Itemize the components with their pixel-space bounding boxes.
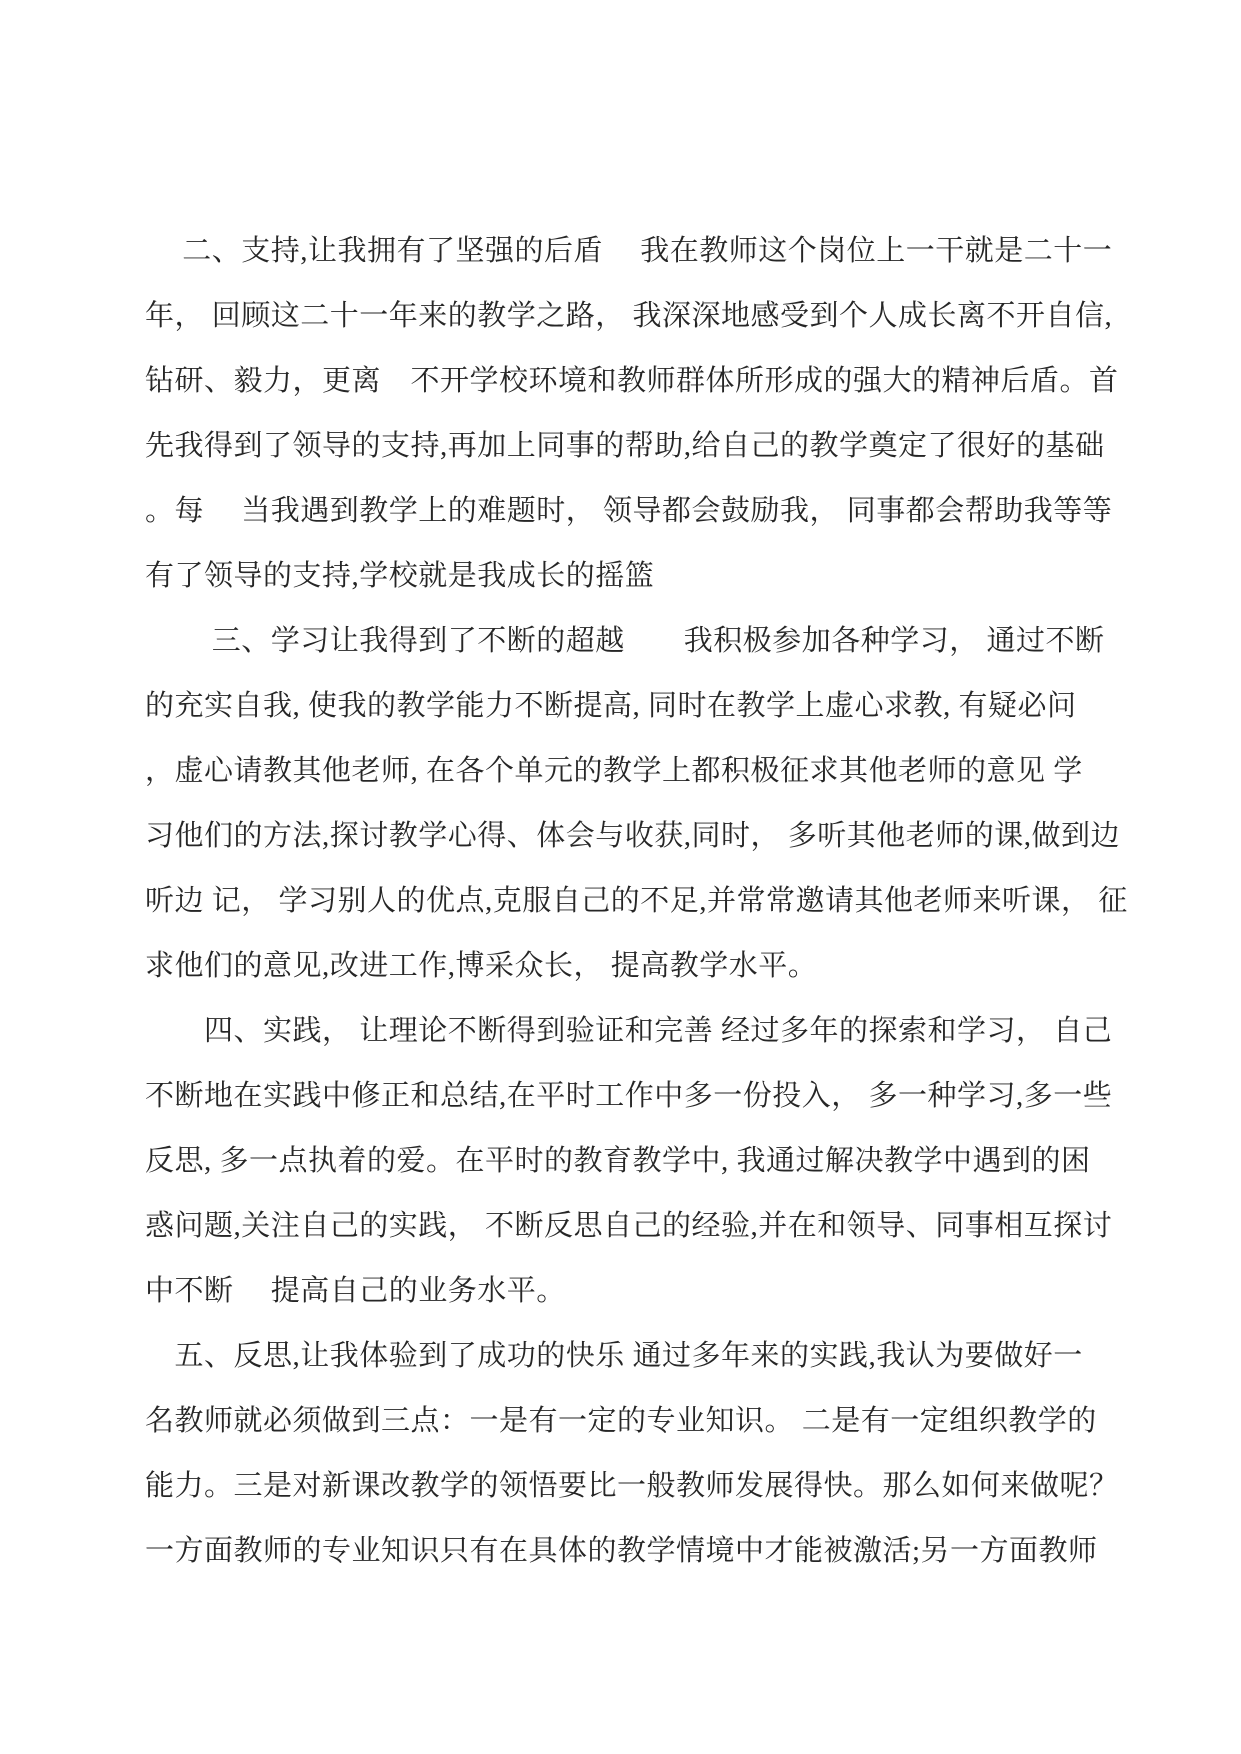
text-line: 听边 记， 学习别人的优点,克服自己的不足,并常常邀请其他老师来听课， 征 [145, 885, 1128, 917]
text-line: 中不断 提高自己的业务水平。 [145, 1275, 566, 1307]
text-line: 先我得到了领导的支持,再加上同事的帮助,给自己的教学奠定了很好的基础 [145, 430, 1105, 462]
text-line: ，虚心请教其他老师, 在各个单元的教学上都积极征求其他老师的意见 学 [145, 755, 1083, 787]
paragraph-practice [145, 999, 1113, 1324]
text-line: 二、支持,让我拥有了坚强的后盾 我在教师这个岗位上一干就是二十一 [145, 235, 1113, 267]
text-line: 有了领导的支持,学校就是我成长的摇篮 [145, 560, 655, 592]
text-line: 五、反思,让我体验到了成功的快乐 通过多年来的实践,我认为要做好一 [145, 1340, 1083, 1372]
text-line: 钻研、毅力，更离 不开学校环境和教师群体所形成的强大的精神后盾。首 [145, 365, 1119, 397]
paragraph-reflection [145, 1324, 1119, 1584]
text-line: 习他们的方法,探讨教学心得、体会与收获,同时， 多听其他老师的课,做到边 [145, 820, 1121, 852]
text-line: 反思, 多一点执着的爱。在平时的教育教学中, 我通过解决教学中遇到的困 [145, 1145, 1091, 1177]
text-line: 求他们的意见,改进工作,博采众长， 提高教学水平。 [145, 950, 818, 982]
text-line: 。每 当我遇到教学上的难题时， 领导都会鼓励我， 同事都会帮助我等等 [145, 495, 1113, 527]
text-line: 三、学习让我得到了不断的超越 我积极参加各种学习， 通过不断 [145, 625, 1105, 657]
paragraph-learning [145, 609, 1128, 999]
text-line: 惑问题,关注自己的实践， 不断反思自己的经验,并在和领导、同事相互探讨 [145, 1210, 1113, 1242]
text-line: 不断地在实践中修正和总结,在平时工作中多一份投入， 多一种学习,多一些 [145, 1080, 1113, 1112]
text-line: 年， 回顾这二十一年来的教学之路， 我深深地感受到个人成长离不开自信, [145, 300, 1113, 332]
text-line: 一方面教师的专业知识只有在具体的教学情境中才能被激活;另一方面教师 [145, 1535, 1098, 1567]
text-line: 的充实自我, 使我的教学能力不断提高, 同时在教学上虚心求教, 有疑必问 [145, 690, 1077, 722]
text-line: 名教师就必须做到三点：一是有一定的专业知识。 二是有一定组织教学的 [145, 1405, 1097, 1437]
paragraph-support [145, 219, 1119, 609]
text-line: 能力。三是对新课改教学的领悟要比一般教师发展得快。那么如何来做呢？ [145, 1470, 1119, 1502]
text-line: 四、实践， 让理论不断得到验证和完善 经过多年的探索和学习， 自己 [145, 1015, 1113, 1047]
